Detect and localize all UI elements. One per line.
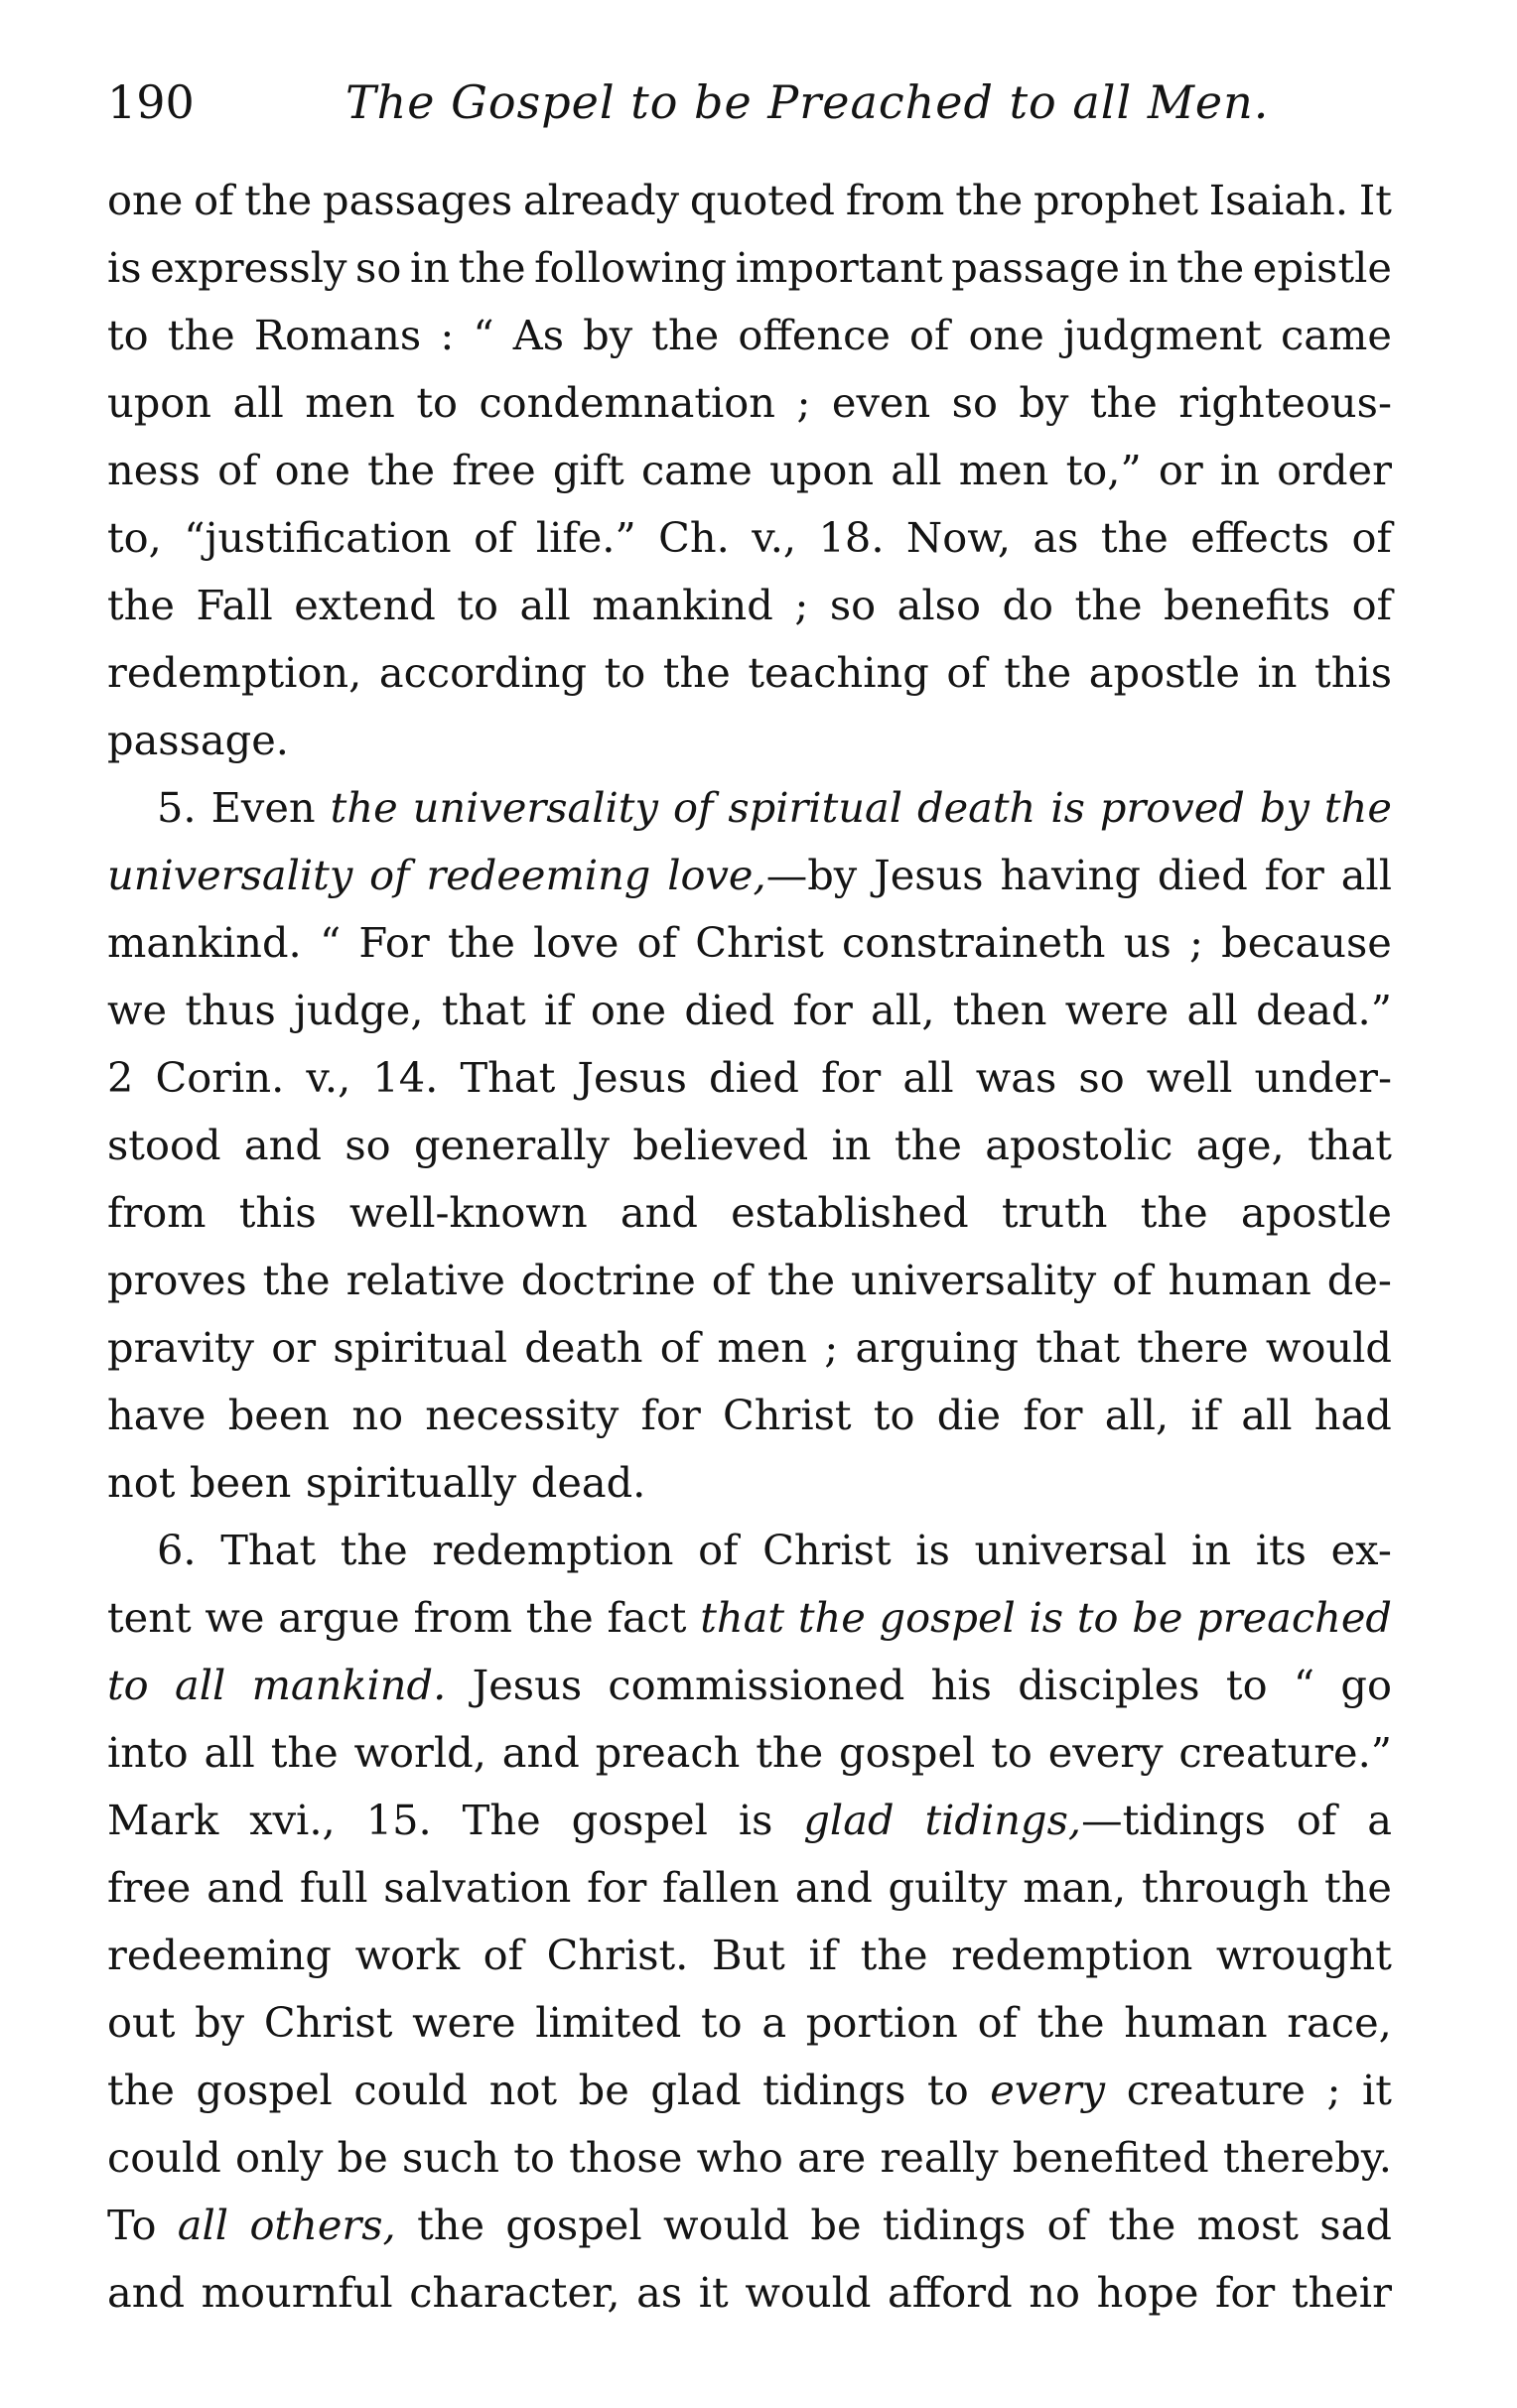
text-line: to the Romans : “ As by the offence of one judgment came: [107, 311, 1392, 359]
text-line: proves the relative doctrine of the universality of human de-: [107, 1256, 1392, 1304]
text-line: tent we argue from the fact that the gospel is to be preached: [107, 1593, 1392, 1642]
text-line: To all others, the gospel would be tidings of the most sad: [107, 2201, 1392, 2249]
text-line: upon all men to condemnation ; even so by the righteous-: [107, 378, 1392, 427]
running-head: [107, 67, 1398, 137]
text-line: Mark xvi., 15. The gospel is glad tidings,—tidings of a: [107, 1796, 1392, 1844]
page-number: 190: [107, 75, 195, 129]
text-line: could only be such to those who are really benefited thereby.: [107, 2133, 1392, 2182]
text-line: to all mankind. Jesus commissioned his disciples to “ go: [107, 1661, 1392, 1709]
text-line: from this well-known and established truth the apostle: [107, 1188, 1392, 1237]
text-line: pravity or spiritual death of men ; arguing that there would: [107, 1323, 1392, 1372]
text-line: one of the passages already quoted from the prophet Isaiah. It: [107, 176, 1392, 224]
text-line: into all the world, and preach the gospel to every creature.”: [107, 1728, 1392, 1777]
text-line: and mournful character, as it would afford no hope for their: [107, 2268, 1392, 2317]
text-line: 2 Corin. v., 14. That Jesus died for all was so well under-: [107, 1053, 1392, 1102]
text-line: redeeming work of Christ. But if the redemption wrought: [107, 1931, 1392, 1979]
text-line: redemption, according to the teaching of the apostle in this: [107, 648, 1392, 697]
text-line: to, “justification of life.” Ch. v., 18. Now, as the effects of: [107, 513, 1392, 562]
running-title: The Gospel to be Preached to all Men.: [345, 75, 1270, 129]
text-line: stood and so generally believed in the apostolic age, that: [107, 1121, 1392, 1169]
text-line: have been no necessity for Christ to die for all, if all had: [107, 1391, 1392, 1439]
text-line: passage.: [107, 716, 289, 764]
text-line: the Fall extend to all mankind ; so also do the benefits of: [107, 581, 1392, 629]
text-line: not been spiritually dead.: [107, 1458, 646, 1507]
body-text: [107, 167, 1392, 2327]
text-line: 5. Even the universality of spiritual death is proved by the: [157, 783, 1392, 832]
text-line: universality of redeeming love,—by Jesus having died for all: [107, 851, 1392, 899]
text-line: we thus judge, that if one died for all, then were all dead.”: [107, 986, 1392, 1034]
text-line: the gospel could not be glad tidings to every creature ; it: [107, 2066, 1392, 2114]
text-line: 6. That the redemption of Christ is universal in its ex-: [157, 1526, 1392, 1574]
text-line: ness of one the free gift came upon all men to,” or in order: [107, 446, 1392, 494]
text-line: mankind. “ For the love of Christ constraineth us ; because: [107, 918, 1392, 967]
text-line: out by Christ were limited to a portion of the human race,: [107, 1998, 1392, 2047]
text-line: free and full salvation for fallen and guilty man, through the: [107, 1863, 1392, 1912]
text-line: is expressly so in the following important passage in the epistle: [107, 243, 1392, 292]
